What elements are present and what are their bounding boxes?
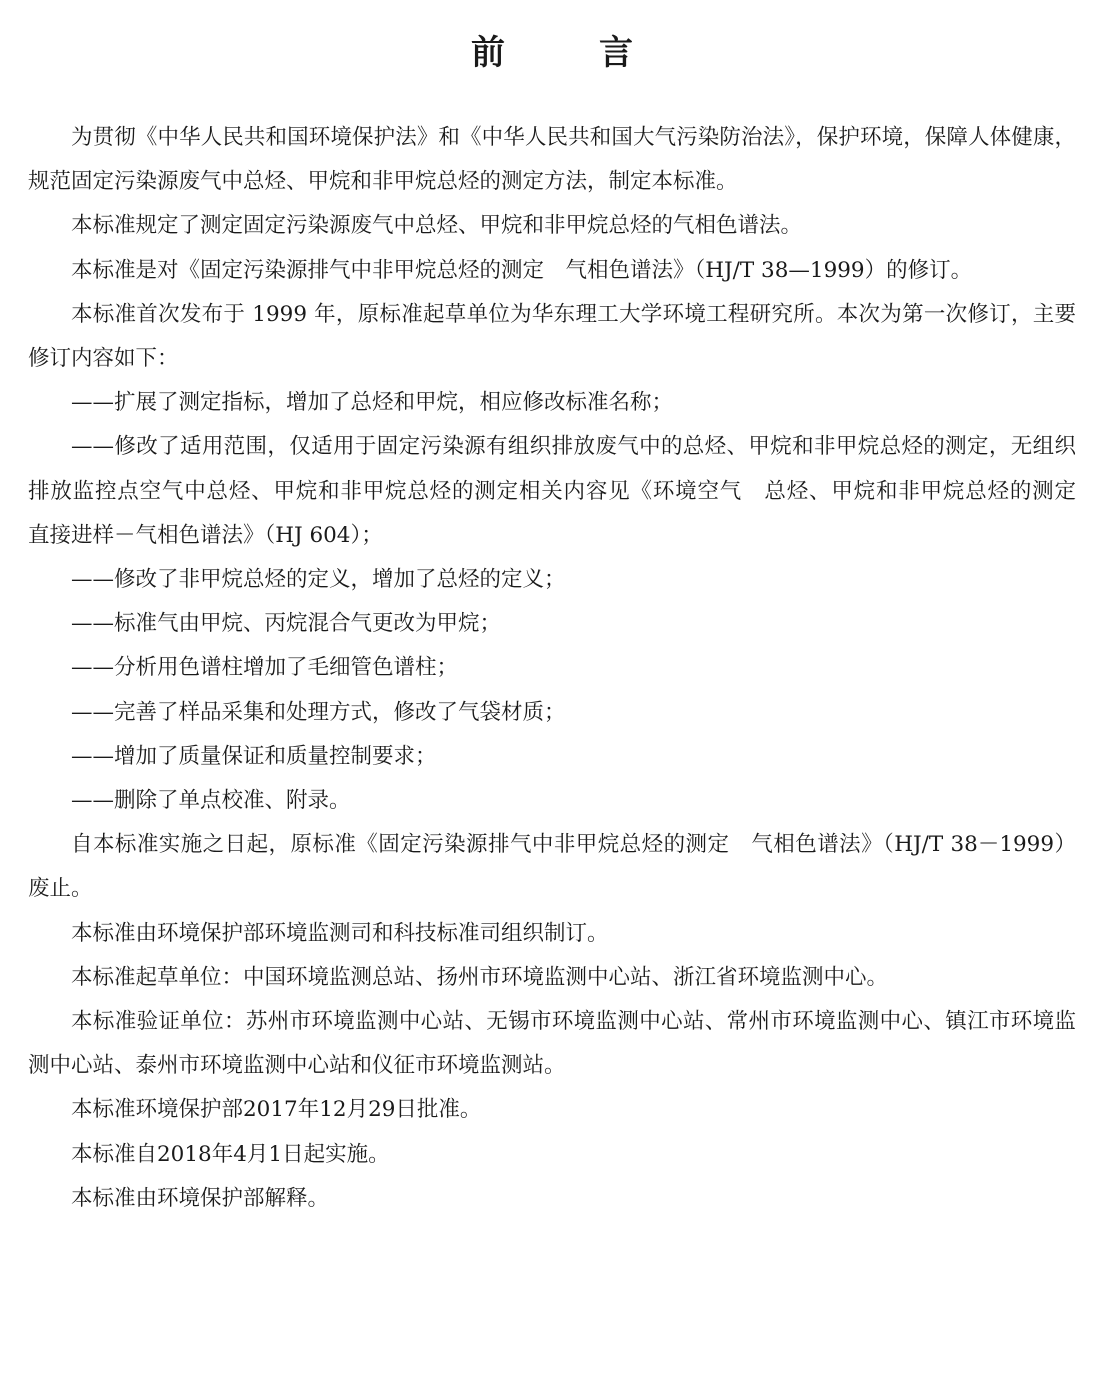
revision-item: ——分析用色谱柱增加了毛细管色谱柱； (71, 655, 459, 681)
revision-item: ——增加了质量保证和质量控制要求； (71, 743, 437, 769)
document-body (28, 116, 1098, 1221)
revision-item: ——扩展了测定指标，增加了总烃和甲烷，相应修改标准名称； (71, 390, 674, 416)
paragraph-drafting-units: 本标准起草单位：中国环境监测总站、扬州市环境监测中心站、浙江省环境监测中心。 (71, 964, 889, 990)
paragraph-effective-date: 本标准自2018年4月1日起实施。 (71, 1141, 390, 1167)
paragraph-revision-of: 本标准是对《固定污染源排气中非甲烷总烃的测定 气相色谱法》（HJ/T 38—1999）的修订。 (71, 257, 973, 283)
paragraph-history: 本标准首次发布于 1999 年，原标准起草单位为华东理工大学环境工程研究所。本次为第一次修订，主要修订内容如下： (28, 301, 1076, 372)
revision-item: ——修改了非甲烷总烃的定义，增加了总烃的定义； (71, 567, 566, 593)
revision-item: ——完善了样品采集和处理方式，修改了气袋材质； (71, 699, 566, 725)
revision-item: ——修改了适用范围，仅适用于固定污染源有组织排放废气中的总烃、甲烷和非甲烷总烃的测定，无组织排放监控点空气中总烃、甲烷和非甲烷总烃的测定相关内容见《环境空气 总烃、甲烷和非甲烷总烃的测定 直接进样－气相色谱法》（HJ 604）； (28, 434, 1098, 548)
paragraph-interpretation: 本标准由环境保护部解释。 (71, 1185, 330, 1211)
paragraph-verification-units: 本标准验证单位：苏州市环境监测中心站、无锡市环境监测中心站、常州市环境监测中心、镇江市环境监测中心站、泰州市环境监测中心站和仪征市环境监测站。 (28, 1009, 1076, 1079)
revision-item: ——删除了单点校准、附录。 (71, 788, 351, 814)
paragraph-approval-date: 本标准环境保护部2017年12月29日批准。 (71, 1097, 482, 1123)
paragraph-purpose: 为贯彻《中华人民共和国环境保护法》和《中华人民共和国大气污染防治法》，保护环境，保障人体健康，规范固定污染源废气中总烃、甲烷和非甲烷总烃的测定方法，制定本标准。 (28, 125, 1076, 195)
revision-item: ——标准气由甲烷、丙烷混合气更改为甲烷； (71, 611, 502, 637)
paragraph-abolition: 自本标准实施之日起，原标准《固定污染源排气中非甲烷总烃的测定 气相色谱法》（HJ/T 38－1999）废止。 (28, 832, 1076, 902)
page-title: 前 言 (471, 33, 663, 73)
paragraph-scope: 本标准规定了测定固定污染源废气中总烃、甲烷和非甲烷总烃的气相色谱法。 (71, 213, 803, 239)
paragraph-organizer: 本标准由环境保护部环境监测司和科技标准司组织制订。 (71, 920, 609, 946)
